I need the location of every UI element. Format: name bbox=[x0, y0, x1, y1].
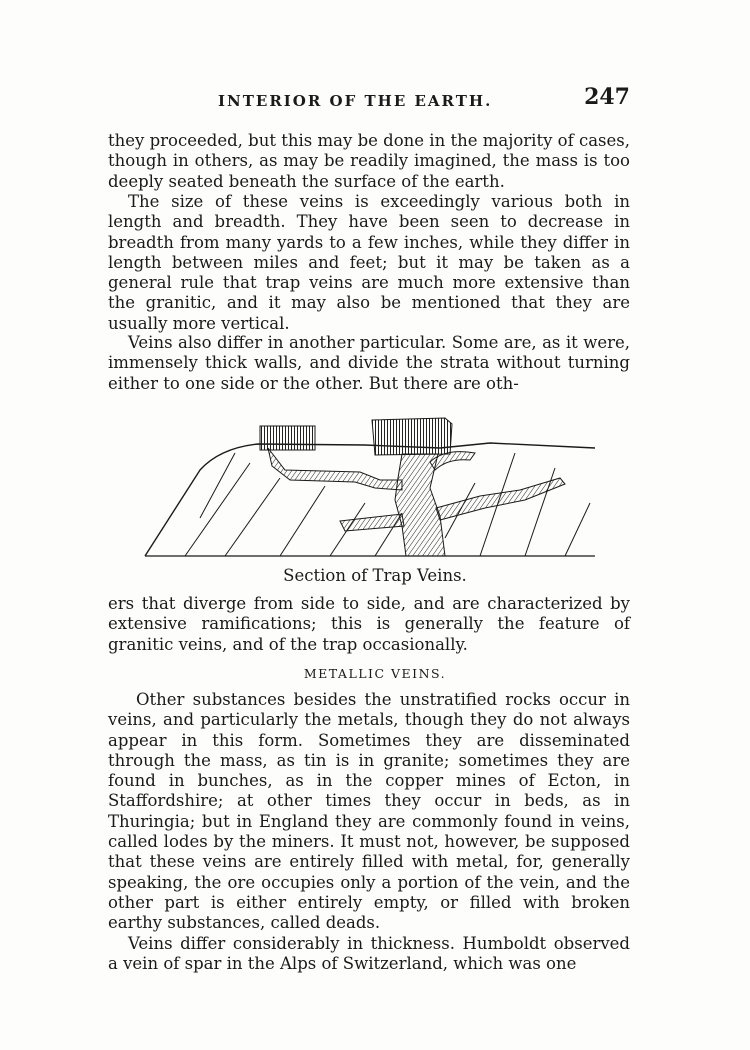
paragraph-4: ers that diverge from side to side, and are characterized by extensive ramifications; this is generally the feature of granitic veins, and of the trap occasionally. bbox=[108, 594, 630, 654]
paragraph-2: The size of these veins is exceedingly various both in length and breadth. They have been seen to decrease in breadth from many yards to a few inches, while they differ in length between miles and feet; but it may be taken as a general rule that trap veins are much more extensive than the granitic, and it may also be mentioned that they are usually more vertical. bbox=[108, 192, 630, 333]
paragraph-1: they proceeded, but this may be done in the majority of cases, though in others, as may be readily imagined, the mass is too deeply seated beneath the surface of the earth. bbox=[108, 131, 630, 191]
running-head: INTERIOR OF THE EARTH. bbox=[218, 92, 493, 110]
paragraph-6: Veins differ considerably in thickness. Humboldt observed a vein of spar in the Alps of Switzerland, which was one bbox=[108, 934, 630, 974]
figure-caption: Section of Trap Veins. bbox=[283, 566, 467, 585]
page-number: 247 bbox=[584, 84, 630, 110]
page-header bbox=[108, 84, 630, 118]
paragraph-3: Veins also differ in another particular. Some are, as it were, immensely thick walls, and divide the strata without turning either to one side or the other. But there are oth- bbox=[108, 333, 630, 393]
trap-veins-illustration bbox=[140, 408, 610, 560]
paragraph-5: Other substances besides the unstratified rocks occur in veins, and particularly the metals, though they do not always appear in this form. Sometimes they are disseminated through the mass, as tin is in granite; sometimes they are found in bunches, as in the copper mines of Ecton, in Staffordshire; at other times they occur in beds, as in Thuringia; but in England they are commonly found in veins, called lodes by the miners. It must not, however, be supposed that these veins are entirely filled with metal, for, generally speaking, the ore occupies only a portion of the vein, and the other part is either entirely empty, or filled with broken earthy substances, called deads. bbox=[108, 690, 630, 933]
section-heading: METALLIC VEINS. bbox=[303, 666, 447, 681]
